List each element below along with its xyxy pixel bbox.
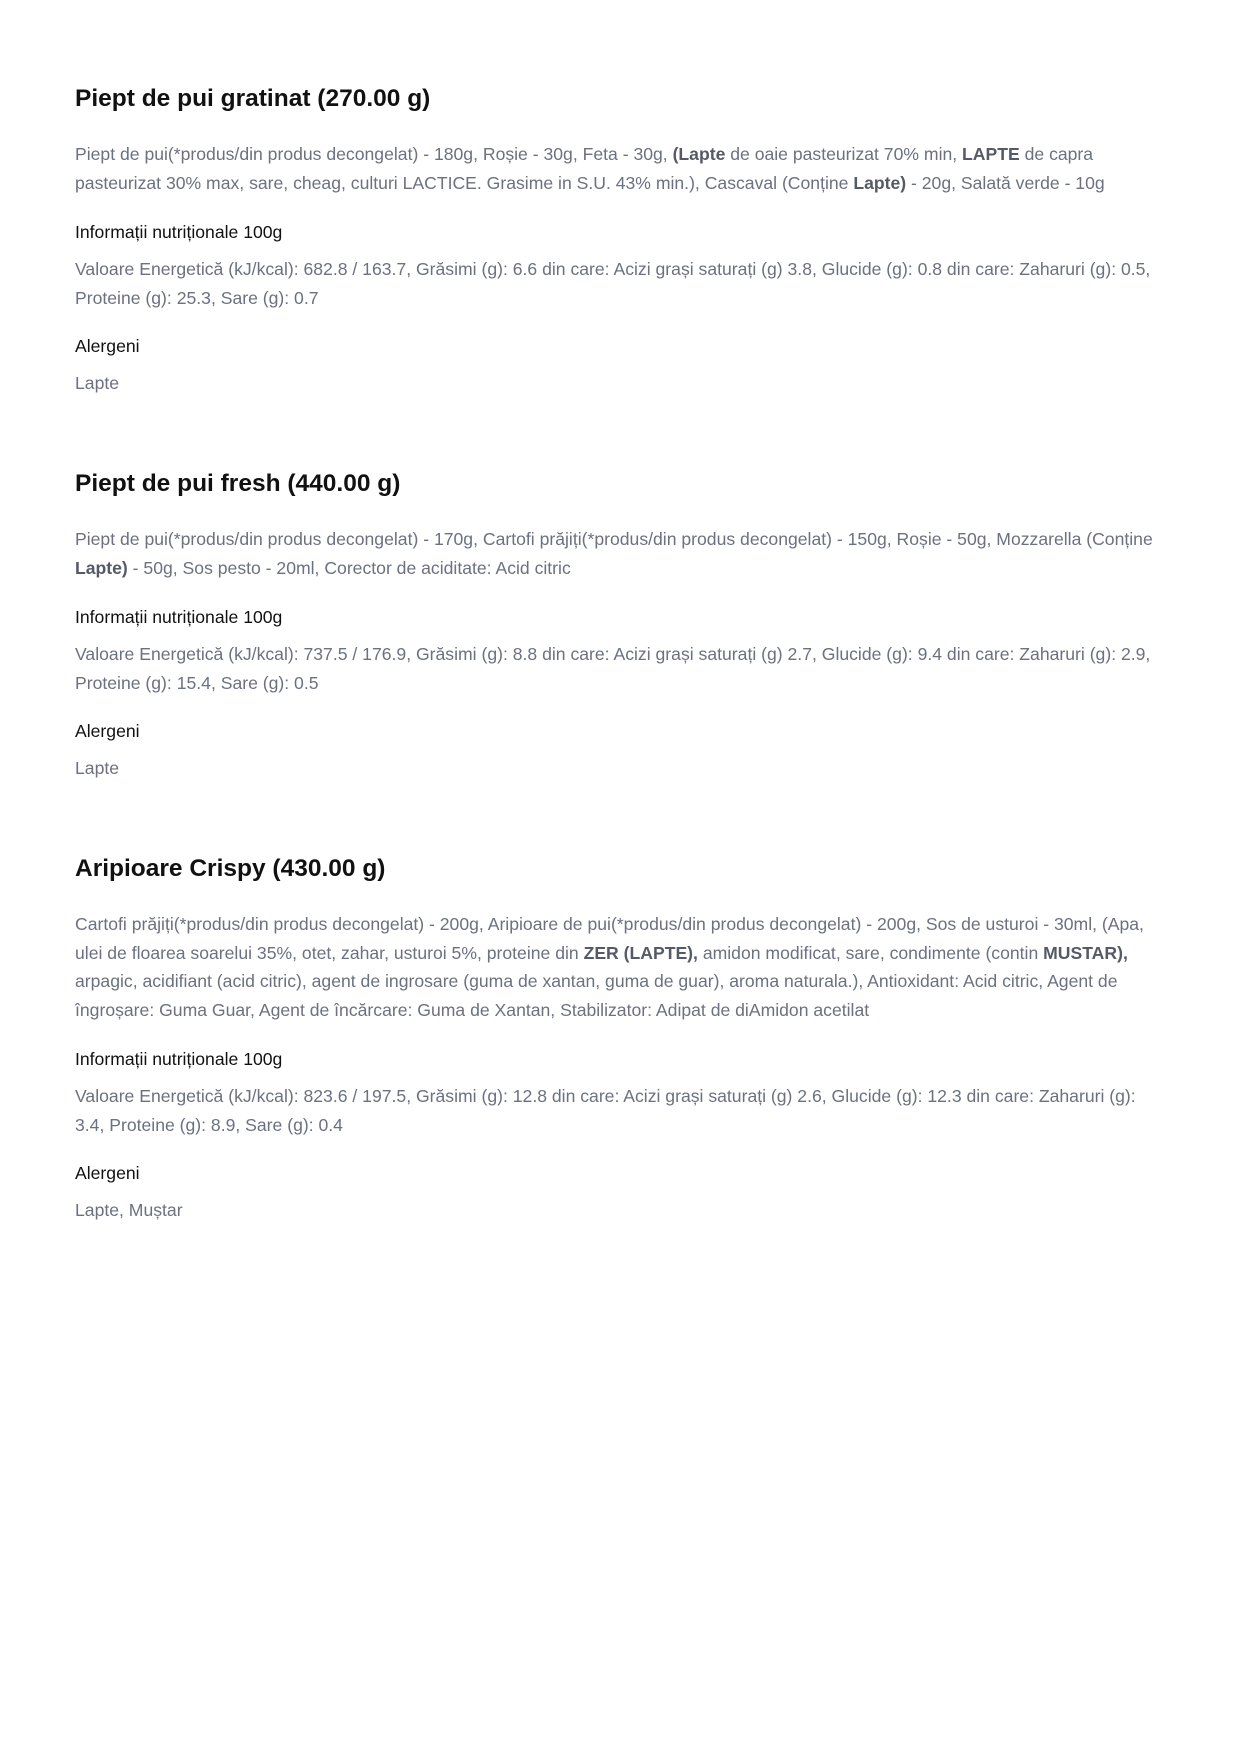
ingredient-allergen-highlight: (Lapte	[672, 144, 726, 164]
product-title: Piept de pui gratinat (270.00 g)	[75, 85, 431, 112]
ingredient-segment: de capra pasteurizat 30% max, sare, cheag, culturi LACTICE. Grasime in S.U. 43% min.), Cascaval (Conține	[75, 144, 1094, 193]
allergens-label: Alergeni	[75, 336, 140, 356]
ingredient-segment: Cartofi prăjiți(*produs/din produs decongelat) - 200g, Aripioare de pui(*produs/din produs decongelat) - 200g, Sos de usturoi - 30ml, (Apa, ulei de floarea soarelui 35%, otet, zahar, usturoi 5%, proteine din	[75, 914, 1144, 963]
product-card	[75, 467, 1166, 782]
ingredient-allergen-highlight: ZER (LAPTE),	[583, 942, 698, 963]
allergens-text: Lapte	[75, 758, 120, 778]
ingredients-text	[75, 910, 1166, 1024]
product-card	[75, 82, 1166, 397]
ingredient-segment: de oaie pasteurizat 70% min,	[725, 144, 963, 164]
ingredient-segment: amidon modificat, sare, condimente (contin	[697, 942, 1044, 963]
nutrition-label: Informații nutriționale 100g	[75, 222, 283, 242]
ingredient-segment: - 50g, Sos pesto - 20ml, Corector de aciditate: Acid citric	[127, 557, 571, 578]
product-title: Aripioare Crispy (430.00 g)	[75, 855, 386, 882]
ingredient-segment: Piept de pui(*produs/din produs decongelat) - 170g, Cartofi prăjiți(*produs/din produs decongelat) - 150g, Roșie - 50g, Mozzarella (Conține	[75, 529, 1153, 549]
allergens-text: Lapte	[75, 373, 120, 393]
nutrition-text: Valoare Energetică (kJ/kcal): 737.5 / 176.9, Grăsimi (g): 8.8 din care: Acizi grași saturați (g) 2.7, Glucide (g): 9.4 din care: Zaharuri (g): 2.9, Proteine (g): 15.4, Sare (g): 0.5	[75, 644, 1151, 693]
ingredients-text	[75, 525, 1166, 582]
ingredient-allergen-highlight: MUSTAR),	[1043, 942, 1128, 963]
nutrition-text: Valoare Energetică (kJ/kcal): 823.6 / 197.5, Grăsimi (g): 12.8 din care: Acizi grași saturați (g) 2.6, Glucide (g): 12.3 din care: Zaharuri (g): 3.4, Proteine (g): 8.9, Sare (g): 0.4	[75, 1086, 1136, 1135]
nutrition-text: Valoare Energetică (kJ/kcal): 682.8 / 163.7, Grăsimi (g): 6.6 din care: Acizi grași saturați (g) 3.8, Glucide (g): 0.8 din care: Zaharuri (g): 0.5, Proteine (g): 25.3, Sare (g): 0.7	[75, 259, 1151, 308]
allergens-label: Alergeni	[75, 1163, 140, 1183]
ingredient-segment: - 20g, Salată verde - 10g	[906, 172, 1105, 193]
ingredient-segment: Piept de pui(*produs/din produs decongelat) - 180g, Roșie - 30g, Feta - 30g,	[75, 144, 673, 164]
ingredients-text	[75, 140, 1166, 197]
product-title: Piept de pui fresh (440.00 g)	[75, 470, 401, 497]
ingredient-segment: arpagic, acidifiant (acid citric), agent de ingrosare (guma de xantan, guma de guar), aroma naturala.), Antioxidant: Acid citric, Agent de îngroșare: Guma Guar, Agent de încărcare: Guma de Xantan, Stabilizator: Adipat de diAmidon acetilat	[75, 971, 1118, 1020]
nutrition-label: Informații nutriționale 100g	[75, 607, 283, 627]
allergens-text: Lapte, Muștar	[75, 1200, 183, 1220]
nutrition-label: Informații nutriționale 100g	[75, 1049, 283, 1069]
product-card	[75, 852, 1166, 1224]
ingredient-allergen-highlight: Lapte)	[853, 172, 907, 193]
allergens-label: Alergeni	[75, 721, 140, 741]
ingredient-allergen-highlight: Lapte)	[75, 557, 128, 578]
ingredient-allergen-highlight: LAPTE	[962, 144, 1020, 164]
